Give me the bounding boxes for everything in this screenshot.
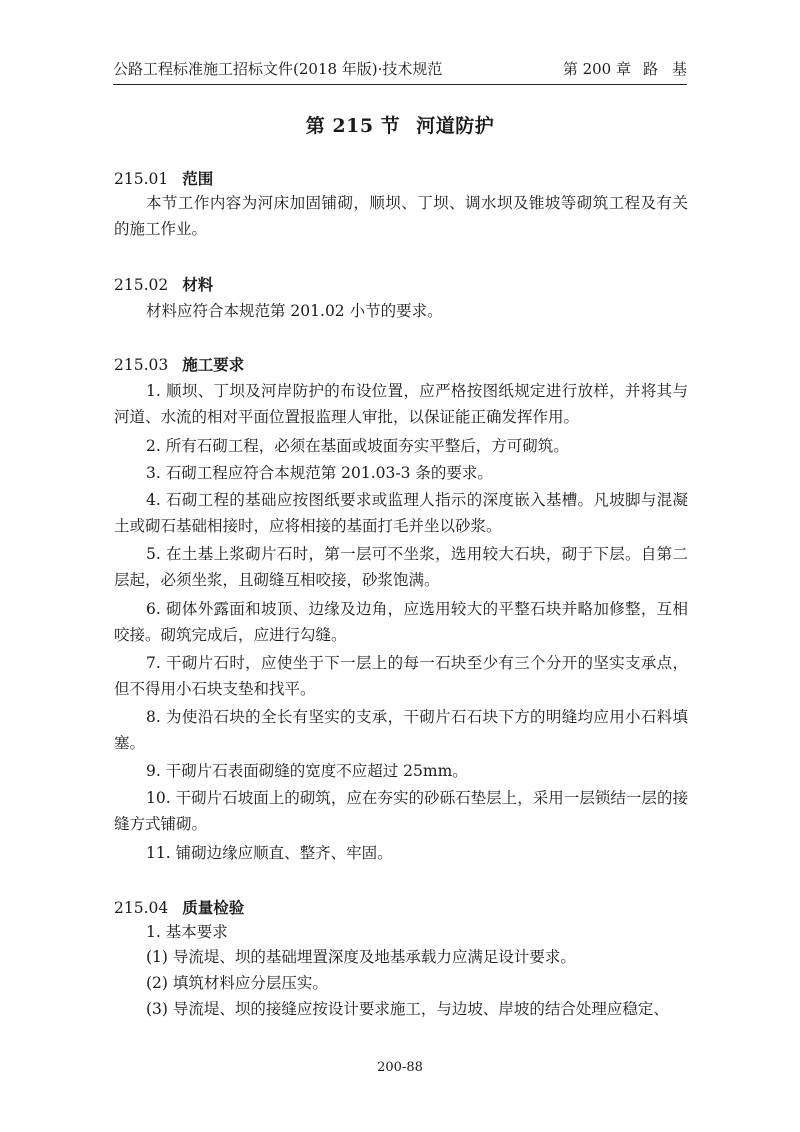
list-item: 9. 干砌片石表面砌缝的宽度不应超过 25mm。 bbox=[146, 762, 468, 780]
heading-title: 质量检验 bbox=[182, 898, 245, 917]
heading-title: 范围 bbox=[182, 169, 214, 188]
chapter-label bbox=[562, 58, 701, 80]
list-item: 11. 铺砌边缘应顺直、整齐、牢固。 bbox=[146, 844, 393, 862]
list-item: (2) 填筑材料应分层压实。 bbox=[146, 974, 328, 992]
chapter-number: 第 200 章 bbox=[562, 60, 631, 78]
document-title: 公路工程标准施工招标文件(2018 年版)·技术规范 bbox=[113, 60, 443, 78]
list-item: 6. 砌体外露面和坡顶、边缘及边角，应选用较大的平整石块并略加修整，互相咬接。砌筑完成后，应进行勾缝。 bbox=[114, 600, 688, 644]
list-item: (1) 导流堤、坝的基础埋置深度及地基承载力应满足设计要求。 bbox=[146, 948, 576, 966]
paragraph: 本节工作内容为河床加固铺砌，顺坝、丁坝、调水坝及锥坡等砌筑工程及有关的施工作业。 bbox=[114, 194, 688, 238]
list-item: 4. 石砌工程的基础应按图纸要求或监理人指示的深度嵌入基槽。凡坡脚与混凝土或砌石基础相接时，应将相接的基面打毛并坐以砂浆。 bbox=[114, 491, 688, 535]
section-title bbox=[0, 113, 800, 139]
paragraph: 材料应符合本规范第 201.02 小节的要求。 bbox=[146, 302, 443, 320]
heading-215-01 bbox=[114, 169, 688, 189]
running-header bbox=[113, 56, 701, 85]
heading-number: 215.03 bbox=[114, 356, 169, 374]
list-item: 1. 顺坝、丁坝及河岸防护的布设位置，应严格按图纸规定进行放样，并将其与河道、水流的相对平面位置报监理人审批，以保证能正确发挥作用。 bbox=[114, 382, 688, 426]
list-item: 3. 石砌工程应符合本规范第 201.03-3 条的要求。 bbox=[146, 464, 493, 482]
section-name: 河道防护 bbox=[416, 115, 495, 137]
chapter-name: 路基 bbox=[642, 60, 701, 78]
heading-number: 215.02 bbox=[114, 276, 169, 294]
heading-215-04 bbox=[114, 898, 688, 918]
heading-215-03 bbox=[114, 355, 688, 375]
heading-title: 材料 bbox=[182, 275, 214, 294]
list-item: 10. 干砌片石坡面上的砌筑，应在夯实的砂砾石垫层上，采用一层锁结一层的接缝方式铺砌。 bbox=[114, 789, 688, 833]
section-number: 第 215 节 bbox=[305, 115, 401, 137]
heading-number: 215.01 bbox=[114, 170, 169, 188]
list-item: 8. 为使沿石块的全长有坚实的支承，干砌片石石块下方的明缝均应用小石料填塞。 bbox=[114, 708, 688, 752]
list-item: 7. 干砌片石时，应使坐于下一层上的每一石块至少有三个分开的坚实支承点，但不得用小石块支垫和找平。 bbox=[114, 654, 688, 698]
list-item: 2. 所有石砌工程，必须在基面或坡面夯实平整后，方可砌筑。 bbox=[146, 437, 569, 455]
list-item: 5. 在土基上浆砌片石时，第一层可不坐浆，选用较大石块，砌于下层。自第二层起，必须坐浆，且砌缝互相咬接，砂浆饱满。 bbox=[114, 545, 688, 589]
page-number: 200-88 bbox=[377, 1060, 423, 1075]
list-item: (3) 导流堤、坝的接缝应按设计要求施工，与边坡、岸坡的结合处理应稳定、 bbox=[146, 1000, 669, 1018]
list-item: 1. 基本要求 bbox=[146, 923, 228, 941]
heading-number: 215.04 bbox=[114, 899, 169, 917]
heading-title: 施工要求 bbox=[182, 355, 245, 374]
heading-215-02 bbox=[114, 275, 688, 295]
